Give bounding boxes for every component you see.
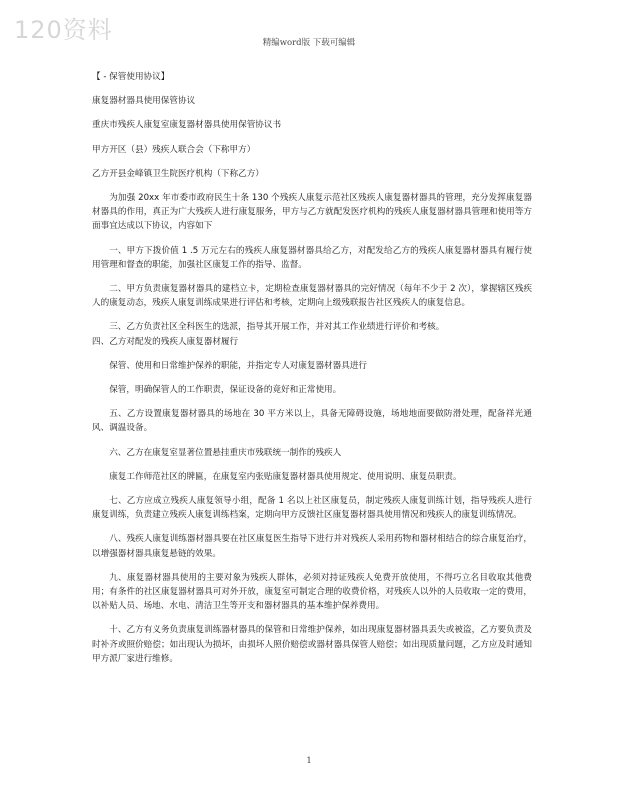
party-a: 甲方开区（县）残疾人联合会（下称甲方） bbox=[92, 144, 256, 155]
doc-subtitle: 重庆市残疾人康复室康复器材器具使用保管协议书 bbox=[92, 120, 282, 131]
intro-paragraph: 为加强 20xx 年市委市政府民生十条 130 个残疾人康复示范社区残疾人康复器材器具的管理，充分发挥康复器材器具的作用，真正为广大残疾人进行康复服务，甲方与乙方就配发医疗机构的残疾人康复器材器具管理和使用等方面事宜达成以下协议，内容如下 bbox=[92, 193, 532, 232]
clause-1: 一、甲方下拨价值 1 .5 万元左右的残疾人康复器材器具给乙方，对配发给乙方的残疾人康复器材器具有履行使用管理和督查的职能，加强社区康复工作的指导、监督。 bbox=[92, 245, 532, 270]
header-note: 精编word版 下载可编辑 bbox=[262, 38, 356, 48]
clause-2: 二、甲方负责康复器材器具的建档立卡，定期检查康复器材器具的完好情况（每年不少于 2 次），掌握辖区残疾人的康复动态，残疾人康复训练成果进行评估和考核，定期向上级残联报告社区残疾人的康复信息。 bbox=[92, 284, 532, 309]
clause-7: 七、乙方应成立残疾人康复领导小组，配备 1 名以上社区康复员，制定残疾人康复训练计划，指导残疾人进行康复训练，负责建立残疾人康复训练档案，定期向甲方反馈社区康复器材器具使用情况和残疾人的康复训练情况。 bbox=[92, 496, 532, 521]
clause-6: 六、乙方在康复室显著位置悬挂重庆市残联统一制作的残疾人 bbox=[109, 447, 342, 458]
watermark: 120资料 bbox=[14, 16, 113, 44]
clause-4: 四、乙方对配发的残疾人康复器材履行 bbox=[92, 336, 239, 347]
heading: 【 - 保管使用协议】 bbox=[92, 72, 170, 82]
party-b: 乙方开县金峰镇卫生院医疗机构（下称乙方） bbox=[92, 168, 264, 179]
page-number: 1 bbox=[306, 756, 312, 765]
clause-5: 五、乙方设置康复器材器具的场地在 30 平方米以上，具备无障碍设施，场地地面要做防滑处理，配备祥光通风、调温设备。 bbox=[92, 409, 532, 434]
clause-9: 九、康复器材器具使用的主要对象为残疾人群体，必须对持证残疾人免费开放使用，不得巧立名目收取其他费用；有条件的社区康复器材器具可对外开放，康复室可制定合理的收费价格，对残疾人以外的人员收取一定的费用，以补贴人员、场地、水电、清洁卫生等开支和器材器具的基本维护保养费用。 bbox=[92, 572, 532, 612]
clause-3: 三、乙方负责社区全科医生的选派，指导其开展工作，并对其工作业绩进行评价和考核。 bbox=[109, 322, 445, 333]
clause-6-a: 康复工作师范社区的牌匾，在康复室内张贴康复器材器具使用规定、使用说明、康复员职责。 bbox=[109, 471, 462, 482]
doc-title: 康复器材器具使用保管协议 bbox=[92, 96, 196, 107]
clause-8: 八、残疾人康复训练器材器具要在社区康复医生指导下进行并对残疾人采用药物和器材相结合的综合康复治疗，以增强器材器具康复悬链的效果。 bbox=[92, 534, 532, 559]
clause-4-a: 保管、使用和日常维护保养的职能，并指定专人对康复器材器具进行 bbox=[109, 360, 368, 371]
clause-10: 十、乙方有义务负责康复训练器材器具的保管和日常维护保养，如出现康复器材器具丢失或被盗，乙方要负责及时补齐或照价赔偿；如出现认为损坏，由损坏人照价赔偿或器材器具保管人赔偿；如出现质量问题，乙方应及时通知甲方派厂家进行维修。 bbox=[92, 625, 532, 664]
document-body bbox=[92, 70, 532, 676]
clause-4-b: 保管，明确保管人的工作职责，保证设备的竟好和正常使用。 bbox=[109, 385, 342, 396]
